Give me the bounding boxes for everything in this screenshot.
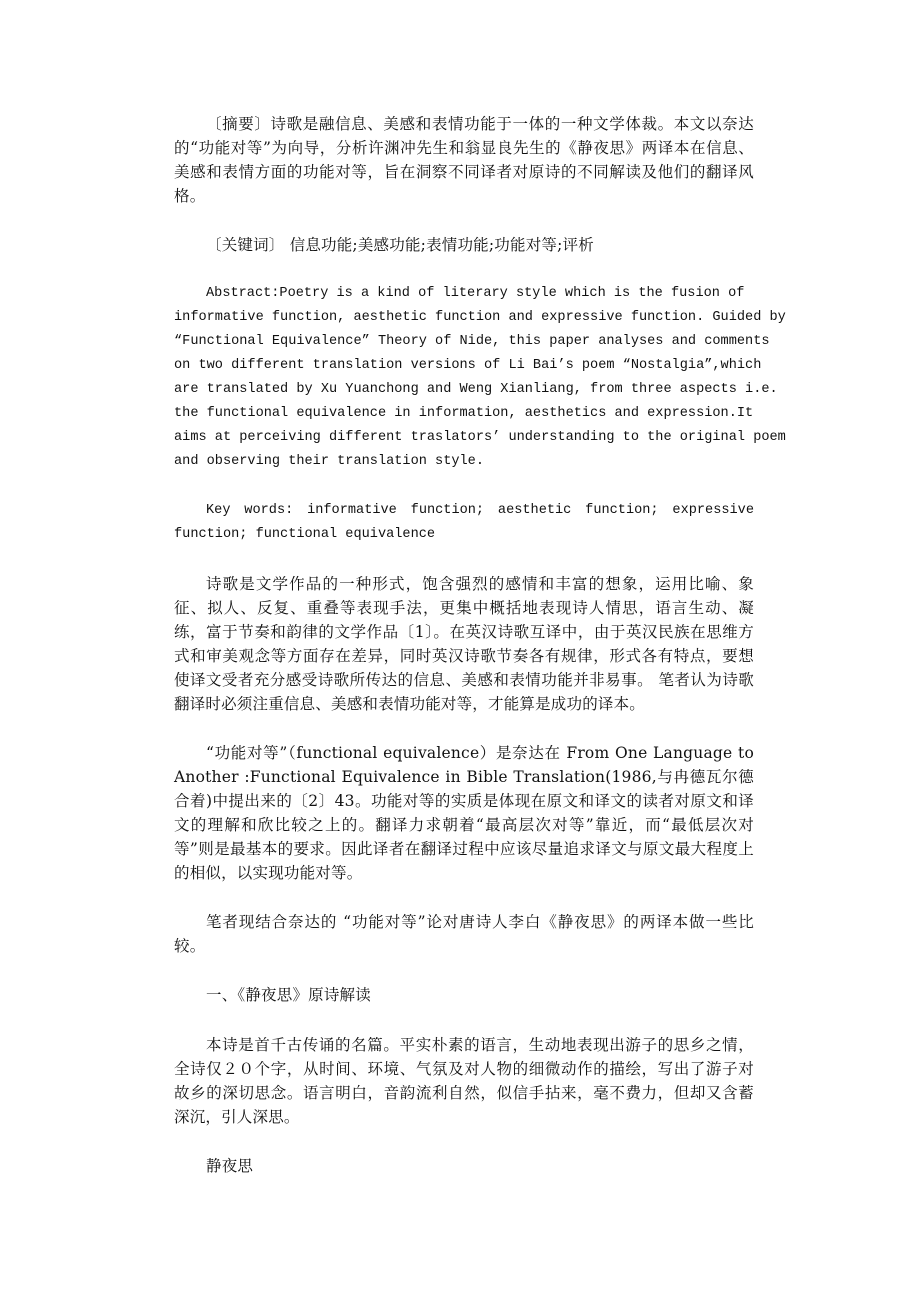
abstract-english: Abstract:Poetry is a kind of literary style which is the fusion of informative function, aesthetic function and expressive function. Guided by “Functional Equivalence” Theory of Nide, this paper analyses and comments on two different translation versions of Li Bai’s poem “Nostalgia”,which are translated by Xu Yuanchong and Weng Xianliang, from three aspects i.e. the functional equivalence in information, aesthetics and expression.It aims at perceiving different traslators’ understanding to the original poem and observing their translation style. xyxy=(174,286,786,469)
poem-title: 静夜思 xyxy=(206,1157,254,1175)
body-paragraph-comparison: 笔者现结合奈达的 “功能对等”论对唐诗人李白《静夜思》的两译本做一些比较。 xyxy=(174,913,754,955)
body-paragraph-intro: 诗歌是文学作品的一种形式，饱含强烈的感情和丰富的想象，运用比喻、象征、拟人、反复、重叠等表现手法，更集中概括地表现诗人情思，语言生动、凝练，富于节奏和韵律的文学作品〔1〕。在英汉诗歌互译中，由于英汉民族在思维方式和审美观念等方面存在差异，同时英汉诗歌节奏各有规律，形式各有特点，要想使译文受者充分感受诗歌所传达的信息、美感和表情功能并非易事。 笔者认为诗歌翻译时必须注重信息、美感和表情功能对等，才能算是成功的译本。 xyxy=(174,575,754,713)
document-page xyxy=(174,112,786,1203)
section-paragraph: 本诗是首千古传诵的名篇。平实朴素的语言，生动地表现出游子的思乡之情，全诗仅２０个字，从时间、环境、气氛及对人物的细微动作的描绘，写出了游子对故乡的深切思念。语言明白，音韵流利自然，似信手拈来，毫不费力，但却又含蓄深沉，引人深思。 xyxy=(174,1036,754,1126)
keywords-english: Key words: informative function; aesthetic function; expressive function; functional equivalence xyxy=(174,503,754,542)
body-paragraph-functional-equivalence: “功能对等”（functional equivalence）是奈达在 From One Language to Another :Functional Equivalence in Bible Translation(1986,与冉德瓦尔德合着)中提出来的〔2〕43。功能对等的实质是体现在原文和译文的读者对原文和译文的理解和欣比较之上的。翻译力求朝着“最高层次对等”靠近，而“最低层次对等”则是最基本的要求。因此译者在翻译过程中应该尽量追求译文与原文最大程度上的相似，以实现功能对等。 xyxy=(174,744,754,882)
section-heading: 一、《静夜思》原诗解读 xyxy=(206,986,371,1004)
abstract-chinese: 〔摘要〕诗歌是融信息、美感和表情功能于一体的一种文学体裁。本文以奈达的“功能对等”为向导，分析许渊冲先生和翁显良先生的《静夜思》两译本在信息、美感和表情方面的功能对等，旨在洞察不同译者对原诗的不同解读及他们的翻译风格。 xyxy=(174,115,754,205)
keywords-chinese: 〔关键词〕 信息功能;美感功能;表情功能;功能对等;评析 xyxy=(206,236,594,254)
